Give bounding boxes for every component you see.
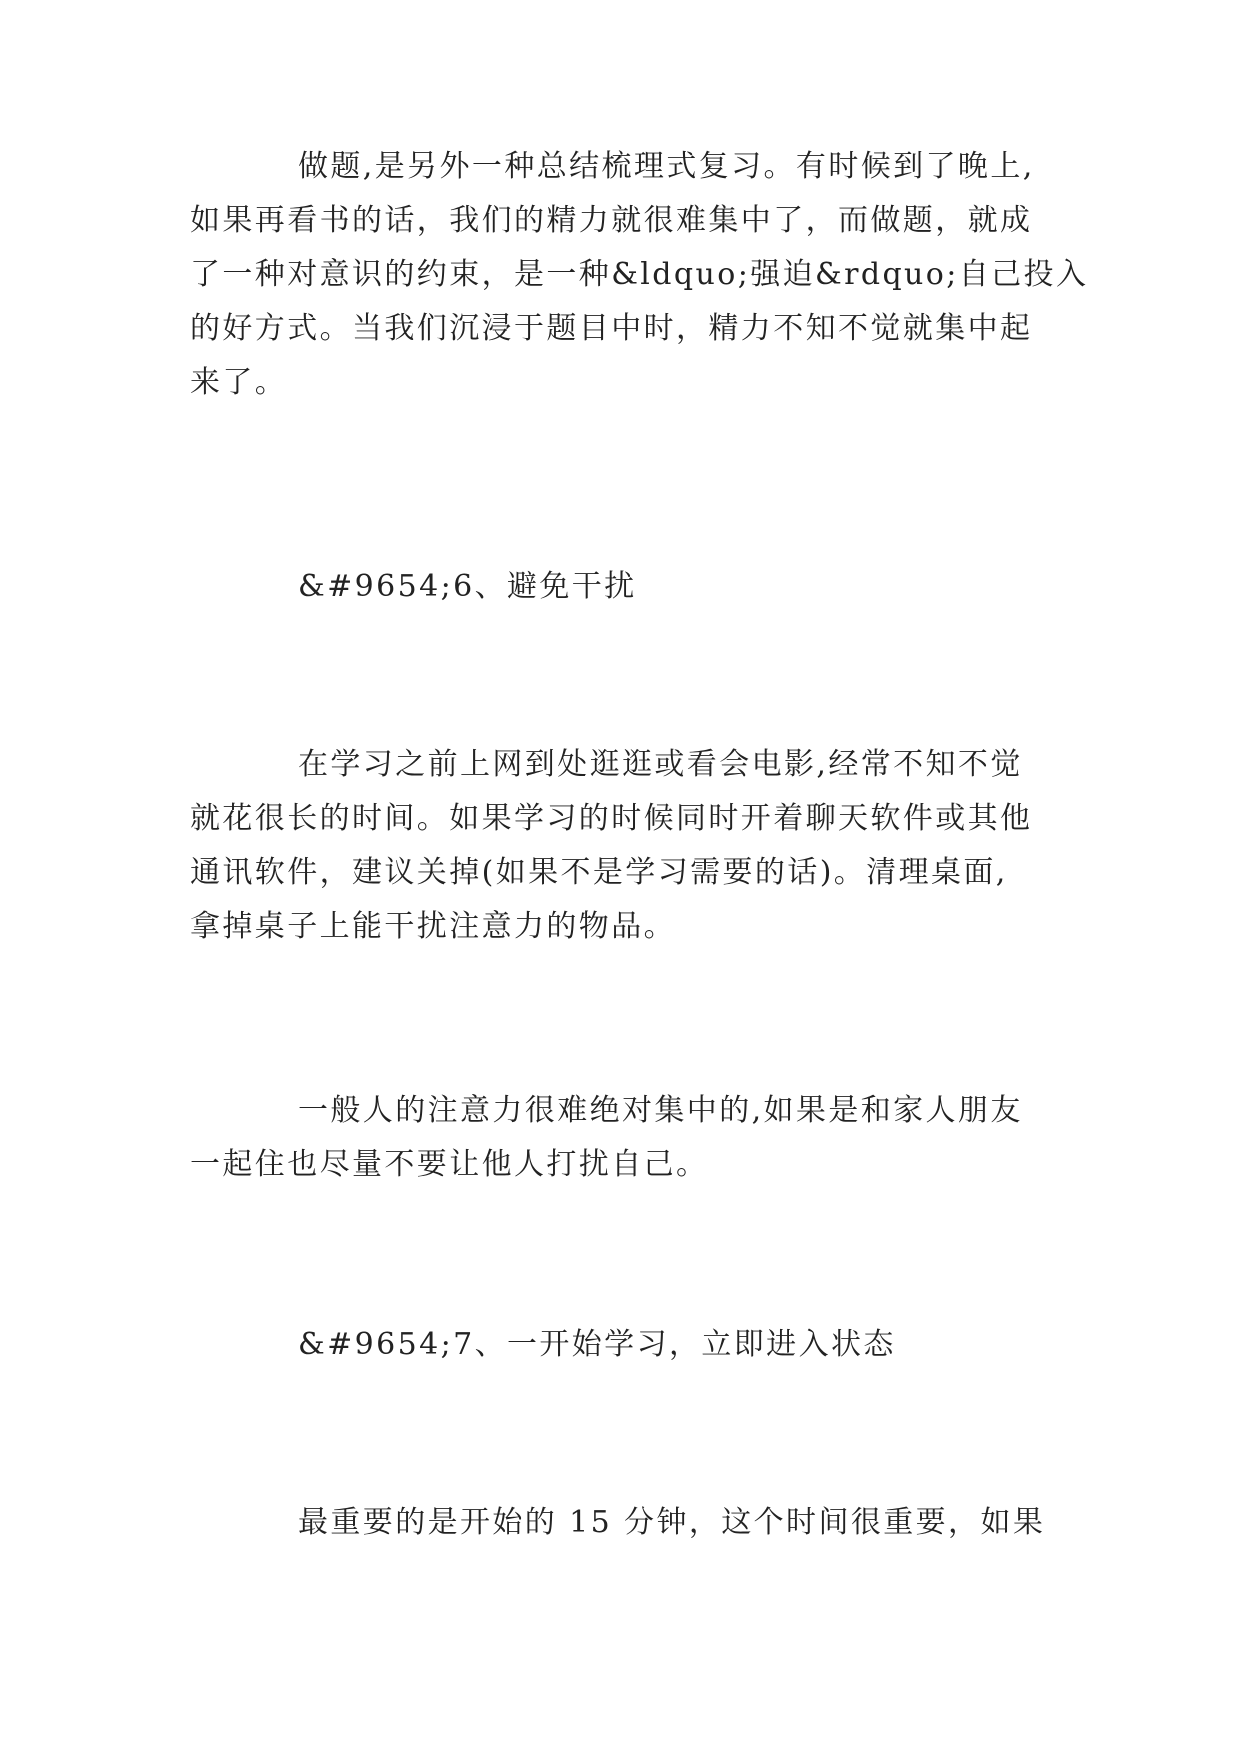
paragraph-line: 来了。: [190, 365, 288, 400]
section-heading-start-immediately: &#9654;7、一开始学习，立即进入状态: [298, 1327, 896, 1362]
paragraph-line: 就花很长的时间。如果学习的时候同时开着聊天软件或其他: [190, 801, 1033, 836]
paragraph-line: 拿掉桌子上能干扰注意力的物品。: [190, 909, 676, 944]
paragraph-line: 通讯软件，建议关掉(如果不是学习需要的话)。清理桌面,: [190, 855, 1008, 890]
paragraph-line: 做题,是另外一种总结梳理式复习。有时候到了晚上,: [298, 149, 1035, 184]
paragraph-line: 了一种对意识的约束，是一种&ldquo;强迫&rdquo;自己投入: [190, 257, 1089, 292]
paragraph-line: 在学习之前上网到处逛逛或看会电影,经常不知不觉: [298, 747, 1023, 782]
section-heading-avoid-distractions: &#9654;6、避免干扰: [298, 569, 637, 604]
paragraph-line: 一般人的注意力很难绝对集中的,如果是和家人朋友: [298, 1093, 1023, 1128]
paragraph-line: 如果再看书的话，我们的精力就很难集中了，而做题，就成: [190, 203, 1033, 238]
paragraph-line: 的好方式。当我们沉浸于题目中时，精力不知不觉就集中起: [190, 311, 1033, 346]
paragraph-line: 一起住也尽量不要让他人打扰自己。: [190, 1147, 709, 1182]
paragraph-line: 最重要的是开始的 15 分钟，这个时间很重要，如果: [298, 1505, 1046, 1540]
